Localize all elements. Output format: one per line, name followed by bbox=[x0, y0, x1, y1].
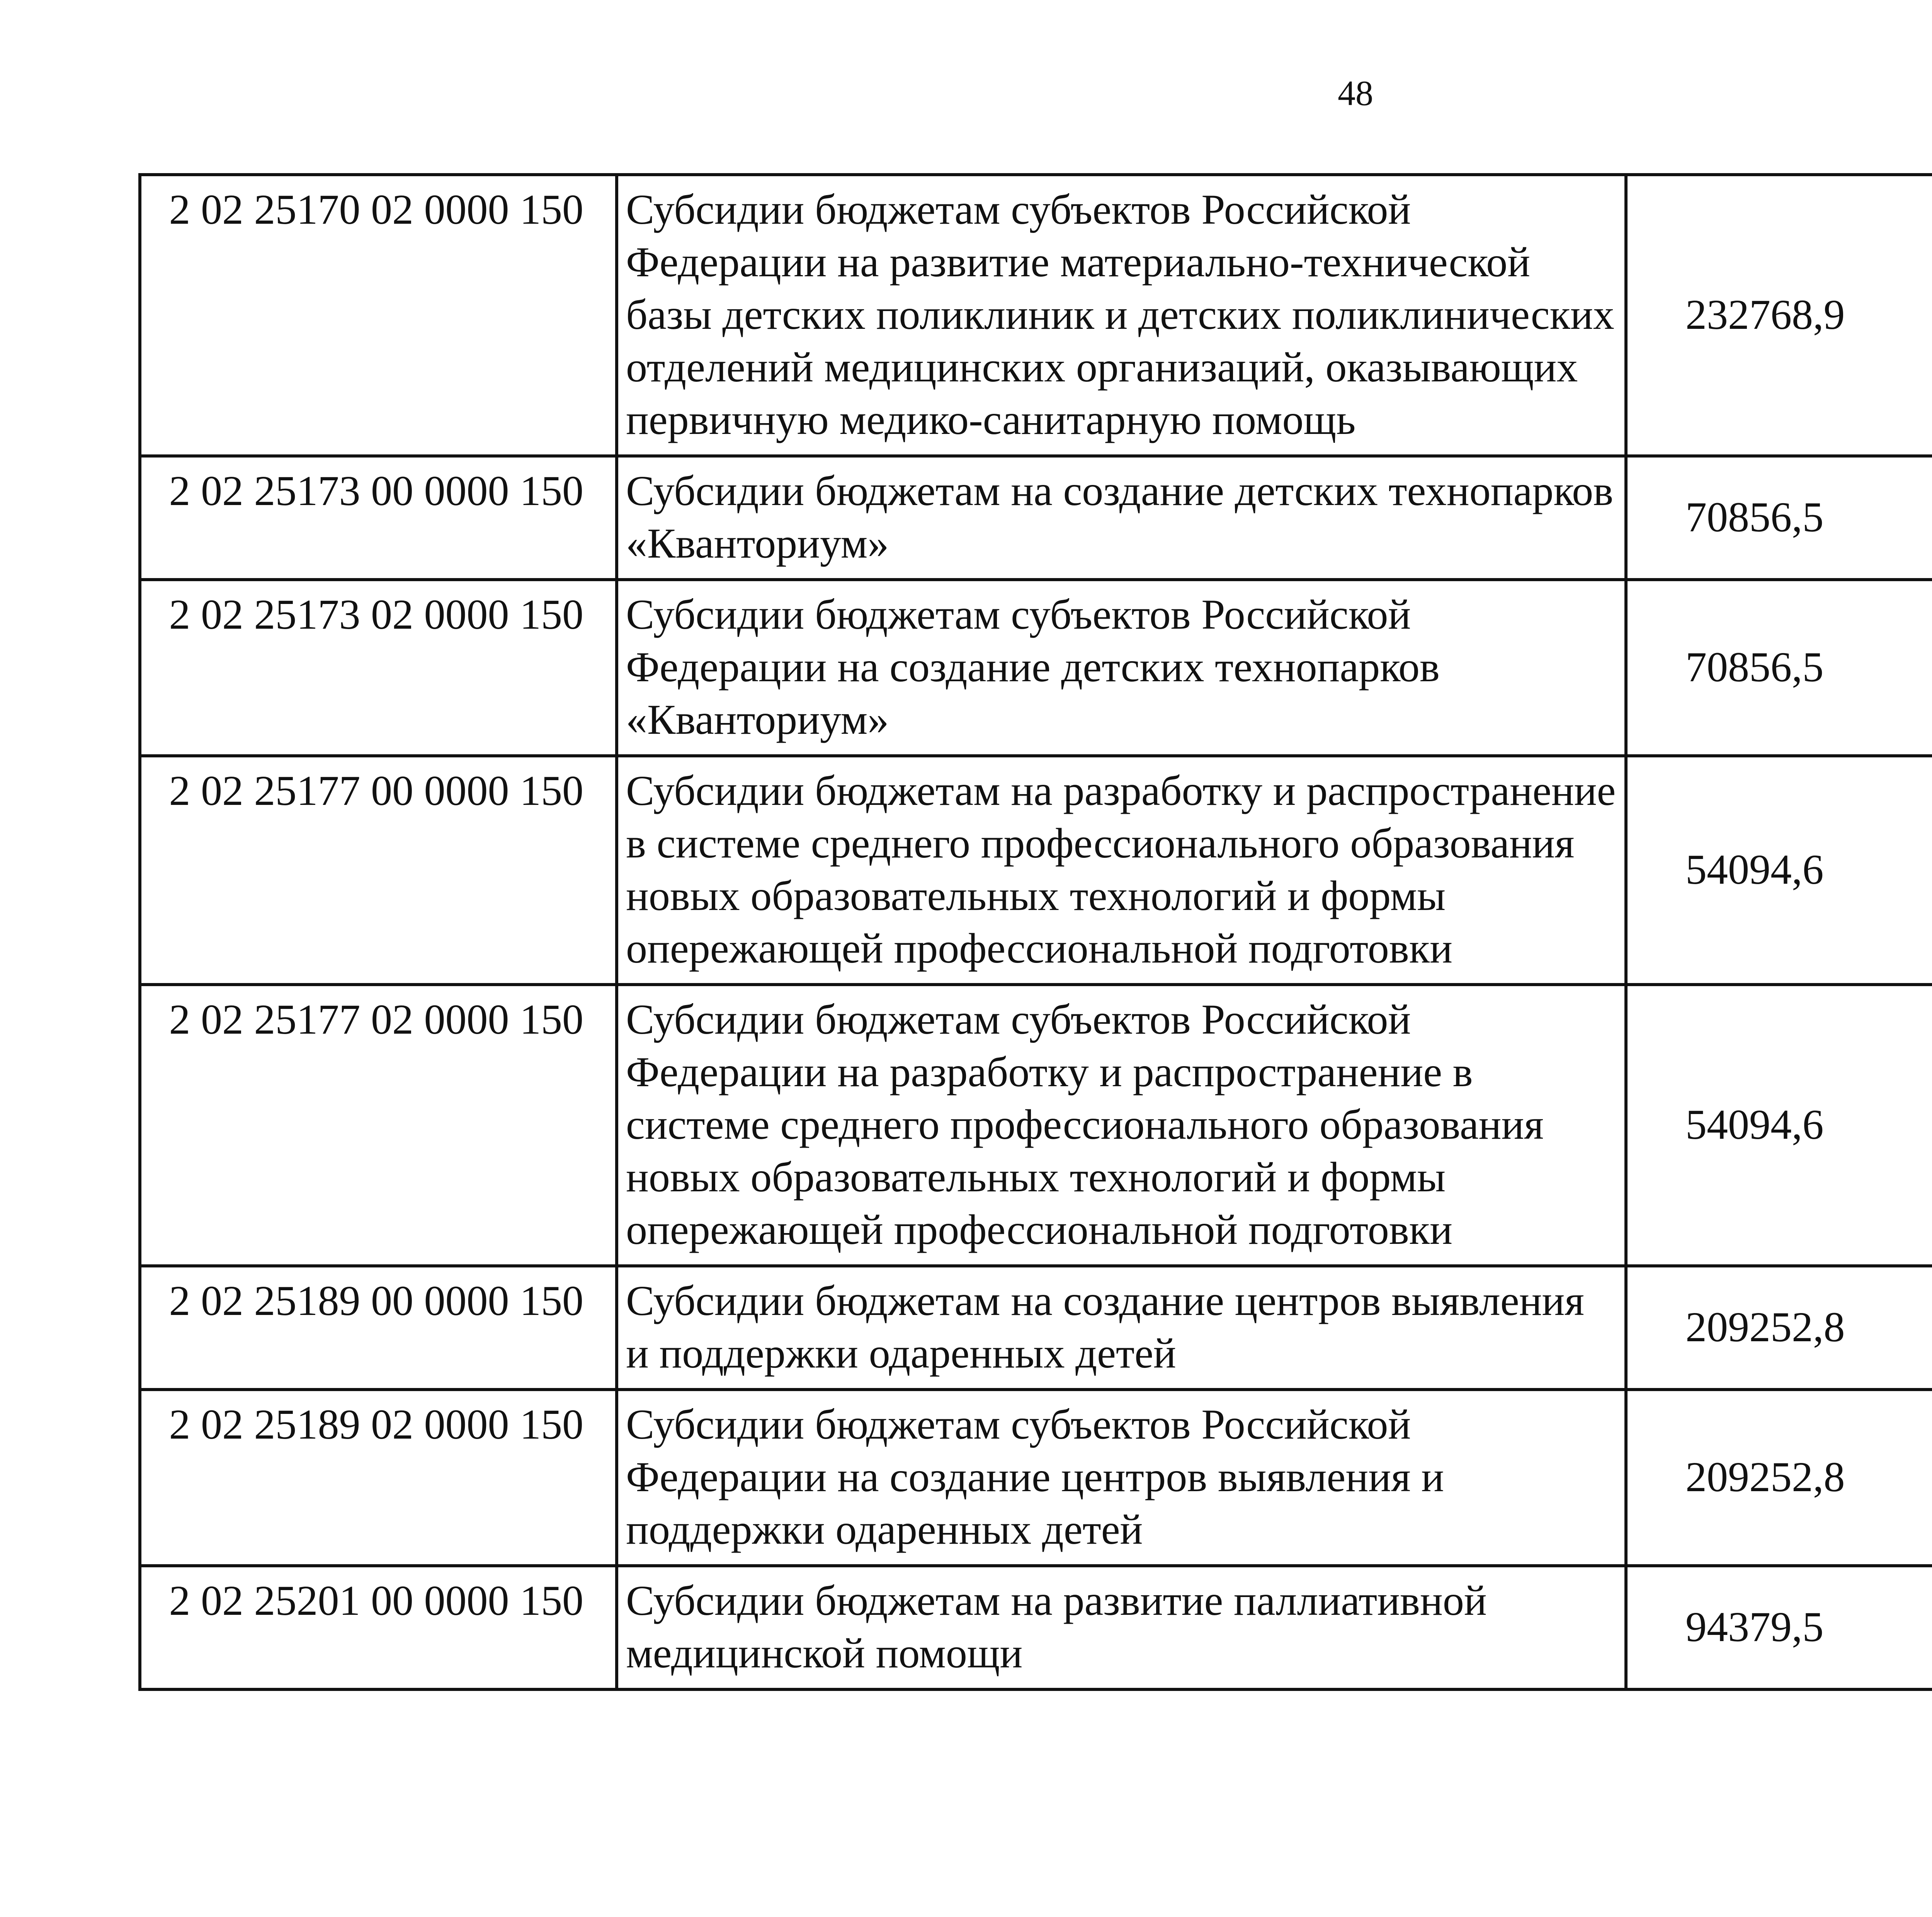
amount-cell: 70856,5 bbox=[1626, 580, 1932, 756]
amount-cell: 94379,5 bbox=[1626, 1566, 1932, 1689]
budget-description: Субсидии бюджетам субъектов Российской Федерации на разработку и распространение в системе среднего профессионального образования новых образовательных технологий и формы опережающей профессиональной подготовки bbox=[617, 985, 1626, 1266]
budget-table bbox=[138, 173, 1932, 1691]
budget-description: Субсидии бюджетам на разработку и распространение в системе среднего профессионального образования новых образовательных технологий и формы опережающей профессиональной подготовки bbox=[617, 756, 1626, 985]
amount-cell: 70856,5 bbox=[1626, 456, 1932, 580]
budget-description: Субсидии бюджетам на создание центров выявления и поддержки одаренных детей bbox=[617, 1266, 1626, 1390]
page-number: 48 bbox=[1338, 73, 1373, 113]
budget-description: Субсидии бюджетам субъектов Российской Федерации на создание центров выявления и поддержки одаренных детей bbox=[617, 1390, 1626, 1566]
table-row bbox=[140, 1266, 1932, 1390]
table-row bbox=[140, 756, 1932, 985]
budget-description: Субсидии бюджетам на развитие паллиативной медицинской помощи bbox=[617, 1566, 1626, 1689]
amount-cell: 209252,8 bbox=[1626, 1266, 1932, 1390]
budget-code: 2 02 25189 00 0000 150 bbox=[140, 1266, 617, 1390]
budget-code: 2 02 25173 02 0000 150 bbox=[140, 580, 617, 756]
budget-code: 2 02 25177 00 0000 150 bbox=[140, 756, 617, 985]
table-row bbox=[140, 1390, 1932, 1566]
table-row bbox=[140, 175, 1932, 456]
amount-cell: 232768,9 bbox=[1626, 175, 1932, 456]
budget-description: Субсидии бюджетам на создание детских технопарков «Кванториум» bbox=[617, 456, 1626, 580]
budget-code: 2 02 25173 00 0000 150 bbox=[140, 456, 617, 580]
amount-cell: 209252,8 bbox=[1626, 1390, 1932, 1566]
table-row bbox=[140, 985, 1932, 1266]
table-row bbox=[140, 580, 1932, 756]
budget-code: 2 02 25170 02 0000 150 bbox=[140, 175, 617, 456]
budget-description: Субсидии бюджетам субъектов Российской Федерации на развитие материально-технической базы детских поликлиник и детских поликлинических отделений медицинских организаций, оказывающих первичную медико-санитарную помощь bbox=[617, 175, 1626, 456]
table-row bbox=[140, 456, 1932, 580]
budget-code: 2 02 25177 02 0000 150 bbox=[140, 985, 617, 1266]
budget-code: 2 02 25189 02 0000 150 bbox=[140, 1390, 617, 1566]
budget-description: Субсидии бюджетам субъектов Российской Федерации на создание детских технопарков «Кванториум» bbox=[617, 580, 1626, 756]
table-row bbox=[140, 1566, 1932, 1689]
budget-code: 2 02 25201 00 0000 150 bbox=[140, 1566, 617, 1689]
amount-cell: 54094,6 bbox=[1626, 756, 1932, 985]
amount-cell: 54094,6 bbox=[1626, 985, 1932, 1266]
